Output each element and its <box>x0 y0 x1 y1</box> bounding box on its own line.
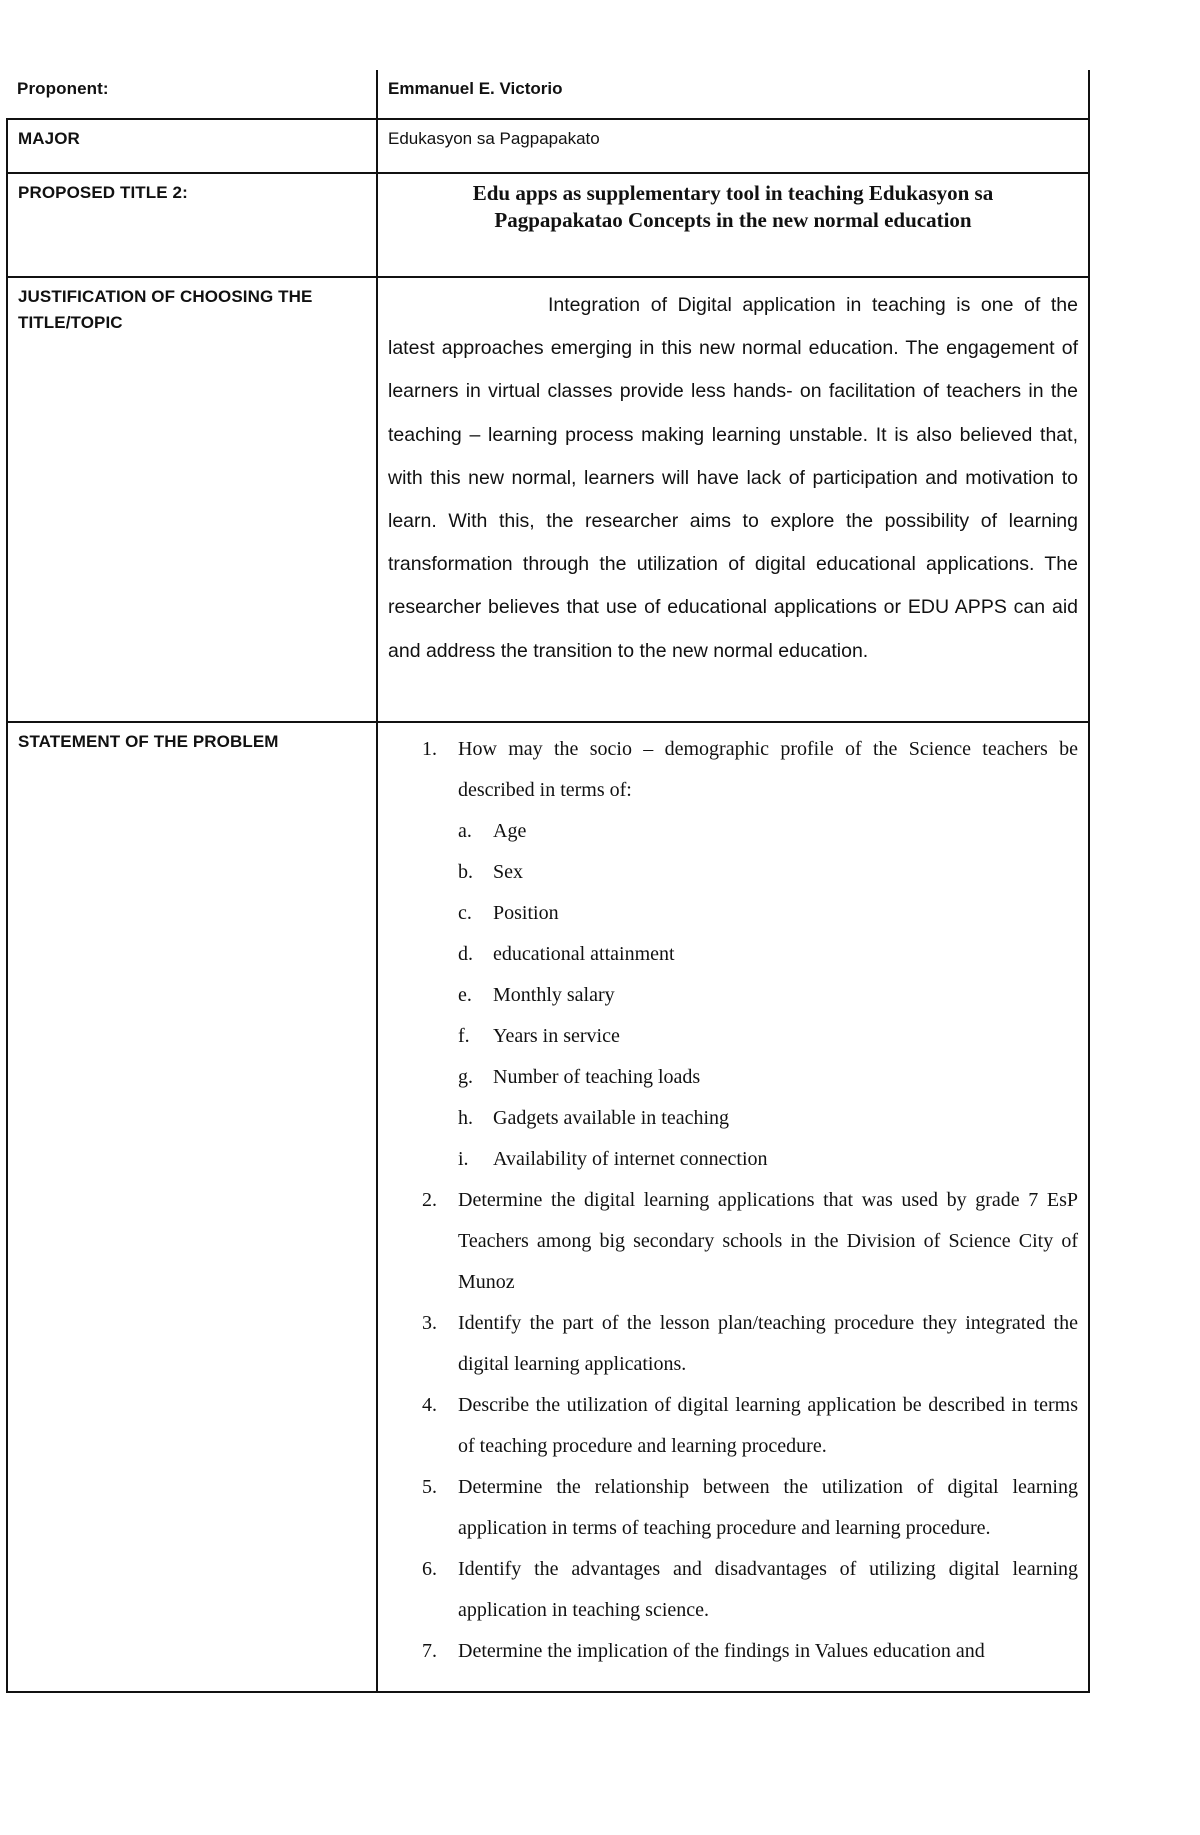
problem-item-number: 6. <box>422 1558 437 1580</box>
profile-subitem <box>458 1016 1078 1057</box>
problem-row <box>7 722 1089 1692</box>
problem-item-text: Determine the implication of the findings in Values education and <box>458 1640 985 1662</box>
profile-sublist <box>458 811 1078 1180</box>
problem-item-text: Determine the relationship between the utilization of digital learning application in terms of teaching procedure and learning procedure. <box>458 1476 1078 1539</box>
profile-subitem <box>458 975 1078 1016</box>
profile-subitem <box>458 1098 1078 1139</box>
subitem-text: Availability of internet connection <box>493 1148 768 1170</box>
problem-item <box>388 1549 1078 1631</box>
problem-item <box>388 1385 1078 1467</box>
problem-item-number: 4. <box>422 1394 437 1416</box>
problem-item-text: Describe the utilization of digital learning application be described in terms of teaching procedure and learning procedure. <box>458 1394 1078 1457</box>
profile-subitem <box>458 893 1078 934</box>
justification-cell <box>377 277 1089 722</box>
proposed-title-cell <box>377 173 1089 277</box>
justification-label: JUSTIFICATION OF CHOOSING THE TITLE/TOPIC <box>7 277 377 722</box>
subitem-text: Monthly salary <box>493 984 615 1006</box>
subitem-text: Gadgets available in teaching <box>493 1107 730 1129</box>
justification-text: Integration of Digital application in teaching is one of the latest approaches emerging in this new normal education. The engagement of learners in virtual classes provide less hands- on facilitation of teachers in the teaching – learning process making learning unstable. It is also believed that, with this new normal, learners will have lack of participation and motivation to learn. With this, the researcher aims to explore the possibility of learning transformation through the utilization of digital educational applications. The researcher believes that use of educational applications or EDU APPS can aid and address the transition to the new normal education. <box>388 294 1078 662</box>
profile-subitem <box>458 1139 1078 1180</box>
problem-item-text: Identify the advantages and disadvantages of utilizing digital learning application in teaching science. <box>458 1558 1078 1621</box>
problem-item-text: Determine the digital learning applications that was used by grade 7 EsP Teachers among big secondary schools in the Division of Science City of Munoz <box>458 1189 1078 1293</box>
subitem-letter: i. <box>458 1148 469 1170</box>
proponent-value: Emmanuel E. Victorio <box>377 70 1089 119</box>
proposed-title-row <box>7 173 1089 277</box>
justification-row <box>7 277 1089 722</box>
problem-list <box>388 729 1078 1672</box>
subitem-text: Years in service <box>493 1025 620 1047</box>
subitem-text: Age <box>493 820 527 842</box>
problem-item-text: How may the socio – demographic profile of the Science teachers be described in terms of: <box>458 738 1078 801</box>
subitem-text: Number of teaching loads <box>493 1066 701 1088</box>
proposed-title-line-2: Pagpapakatao Concepts in the new normal education <box>494 208 972 232</box>
major-label: MAJOR <box>7 119 377 173</box>
proponent-row <box>7 70 1089 119</box>
profile-subitem <box>458 852 1078 893</box>
proposed-title-text <box>388 180 1078 234</box>
subitem-letter: e. <box>458 984 472 1006</box>
problem-item-text: Identify the part of the lesson plan/teaching procedure they integrated the digital learning applications. <box>458 1312 1078 1375</box>
proposal-form-table <box>6 70 1090 1693</box>
profile-subitem <box>458 1057 1078 1098</box>
subitem-letter: g. <box>458 1066 473 1088</box>
proponent-label: Proponent: <box>7 70 377 119</box>
problem-item-number: 2. <box>422 1189 437 1211</box>
problem-item <box>388 1180 1078 1303</box>
problem-item <box>388 1303 1078 1385</box>
profile-subitem <box>458 934 1078 975</box>
problem-item-number: 3. <box>422 1312 437 1334</box>
subitem-letter: c. <box>458 902 472 924</box>
profile-subitem <box>458 811 1078 852</box>
major-value: Edukasyon sa Pagpapakato <box>377 119 1089 173</box>
subitem-text: Sex <box>493 861 523 883</box>
problem-item-number: 7. <box>422 1640 437 1662</box>
subitem-letter: h. <box>458 1107 473 1129</box>
subitem-letter: b. <box>458 861 473 883</box>
problem-item-number: 5. <box>422 1476 437 1498</box>
subitem-letter: a. <box>458 820 472 842</box>
problem-label: STATEMENT OF THE PROBLEM <box>7 722 377 1692</box>
major-row <box>7 119 1089 173</box>
problem-item <box>388 729 1078 1180</box>
problem-item <box>388 1467 1078 1549</box>
proposed-title-line-1: Edu apps as supplementary tool in teaching Edukasyon sa <box>472 181 994 205</box>
problem-cell <box>377 722 1089 1692</box>
subitem-letter: f. <box>458 1025 470 1047</box>
subitem-text: Position <box>493 902 559 924</box>
subitem-letter: d. <box>458 943 473 965</box>
problem-item <box>388 1631 1078 1672</box>
subitem-text: educational attainment <box>493 943 675 965</box>
problem-item-number: 1. <box>422 738 437 760</box>
proposed-title-label: PROPOSED TITLE 2: <box>7 173 377 277</box>
